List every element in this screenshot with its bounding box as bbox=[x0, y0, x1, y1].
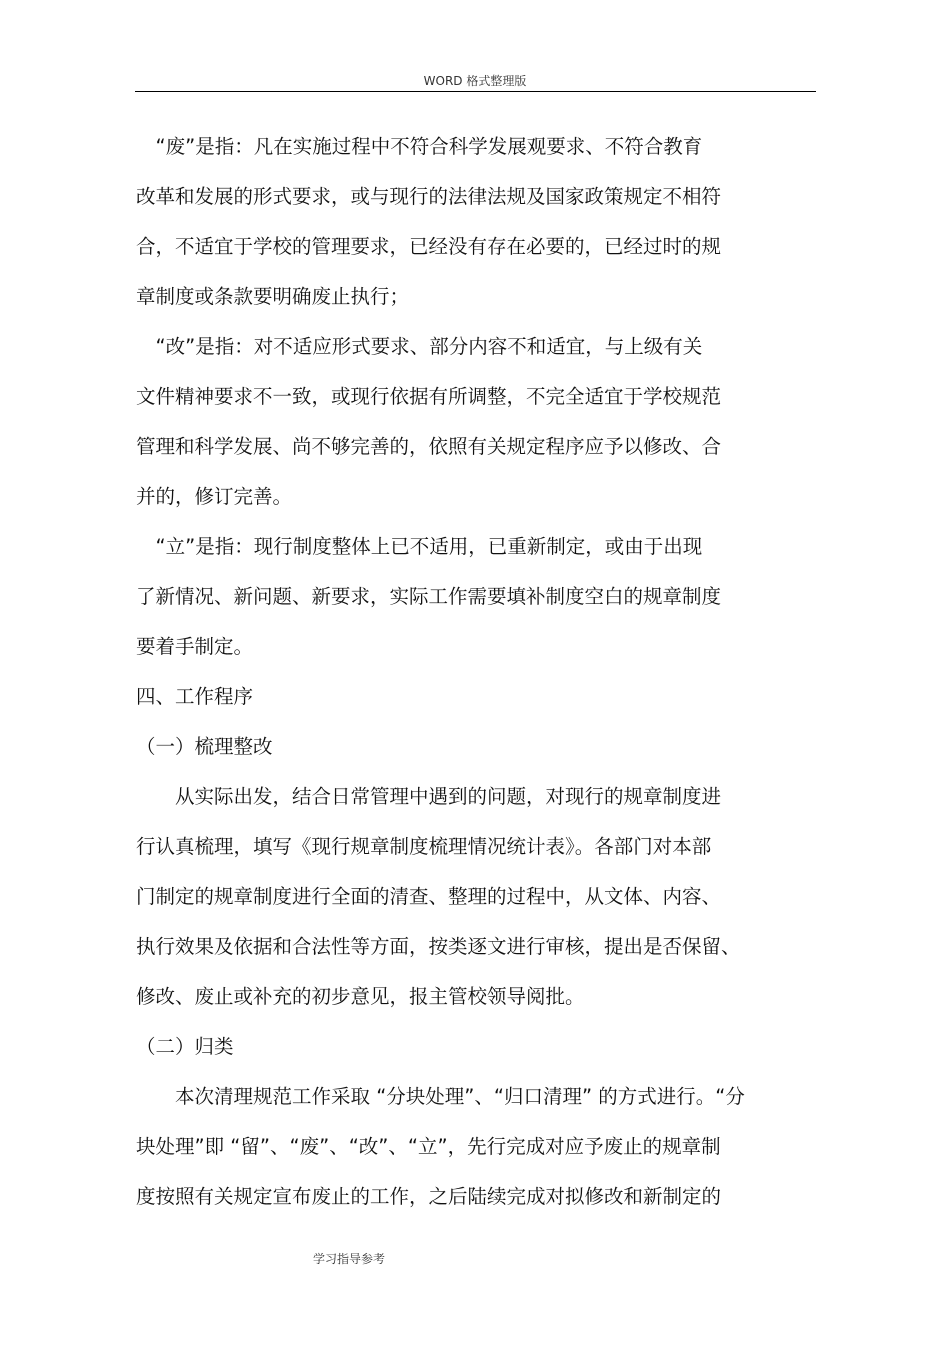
text-line: 改革和发展的形式要求，或与现行的法律法规及国家政策规定不相符 bbox=[136, 185, 722, 208]
text-line: 文件精神要求不一致，或现行依据有所调整，不完全适宜于学校规范 bbox=[136, 385, 722, 408]
text-line: 并的，修订完善。 bbox=[136, 485, 293, 508]
text-line: “改”是指：对不适应形式要求、部分内容不和适宜，与上级有关 bbox=[136, 335, 703, 358]
text-line: 块处理”即 “留”、“废”、“改”、“立”，先行完成对应予废止的规章制 bbox=[136, 1135, 721, 1158]
text-line: 执行效果及依据和合法性等方面，按类逐文进行审核，提出是否保留、 bbox=[136, 935, 741, 958]
text-line: 本次清理规范工作采取 “分块处理”、“归口清理” 的方式进行。“分 bbox=[136, 1085, 745, 1108]
page-header: WORD 格式整理版 bbox=[423, 74, 527, 88]
text-line: “废”是指：凡在实施过程中不符合科学发展观要求、不符合教育 bbox=[136, 135, 703, 158]
section-heading: 四、工作程序 bbox=[136, 685, 254, 708]
page-footer: 学习指导参考 bbox=[313, 1252, 386, 1266]
text-line: 门制定的规章制度进行全面的清查、整理的过程中，从文体、内容、 bbox=[136, 885, 722, 908]
text-line: 要着手制定。 bbox=[136, 635, 254, 658]
subsection-heading: （一）梳理整改 bbox=[136, 735, 273, 758]
text-line: 度按照有关规定宣布废止的工作，之后陆续完成对拟修改和新制定的 bbox=[136, 1185, 722, 1208]
text-line: 修改、废止或补充的初步意见，报主管校领导阅批。 bbox=[136, 985, 585, 1008]
subsection-heading: （二）归类 bbox=[136, 1035, 234, 1058]
text-line: 了新情况、新问题、新要求，实际工作需要填补制度空白的规章制度 bbox=[136, 585, 722, 608]
document-body bbox=[136, 122, 816, 1222]
text-line: 管理和科学发展、尚不够完善的，依照有关规定程序应予以修改、合 bbox=[136, 435, 722, 458]
text-line: 合，不适宜于学校的管理要求，已经没有存在必要的，已经过时的规 bbox=[136, 235, 722, 258]
text-line: “立”是指：现行制度整体上已不适用，已重新制定，或由于出现 bbox=[136, 535, 703, 558]
text-line: 行认真梳理，填写《现行规章制度梳理情况统计表》。各部门对本部 bbox=[136, 835, 712, 858]
text-line: 从实际出发，结合日常管理中遇到的问题，对现行的规章制度进 bbox=[136, 785, 722, 808]
header-divider bbox=[135, 91, 816, 92]
text-line: 章制度或条款要明确废止执行； bbox=[136, 285, 410, 308]
